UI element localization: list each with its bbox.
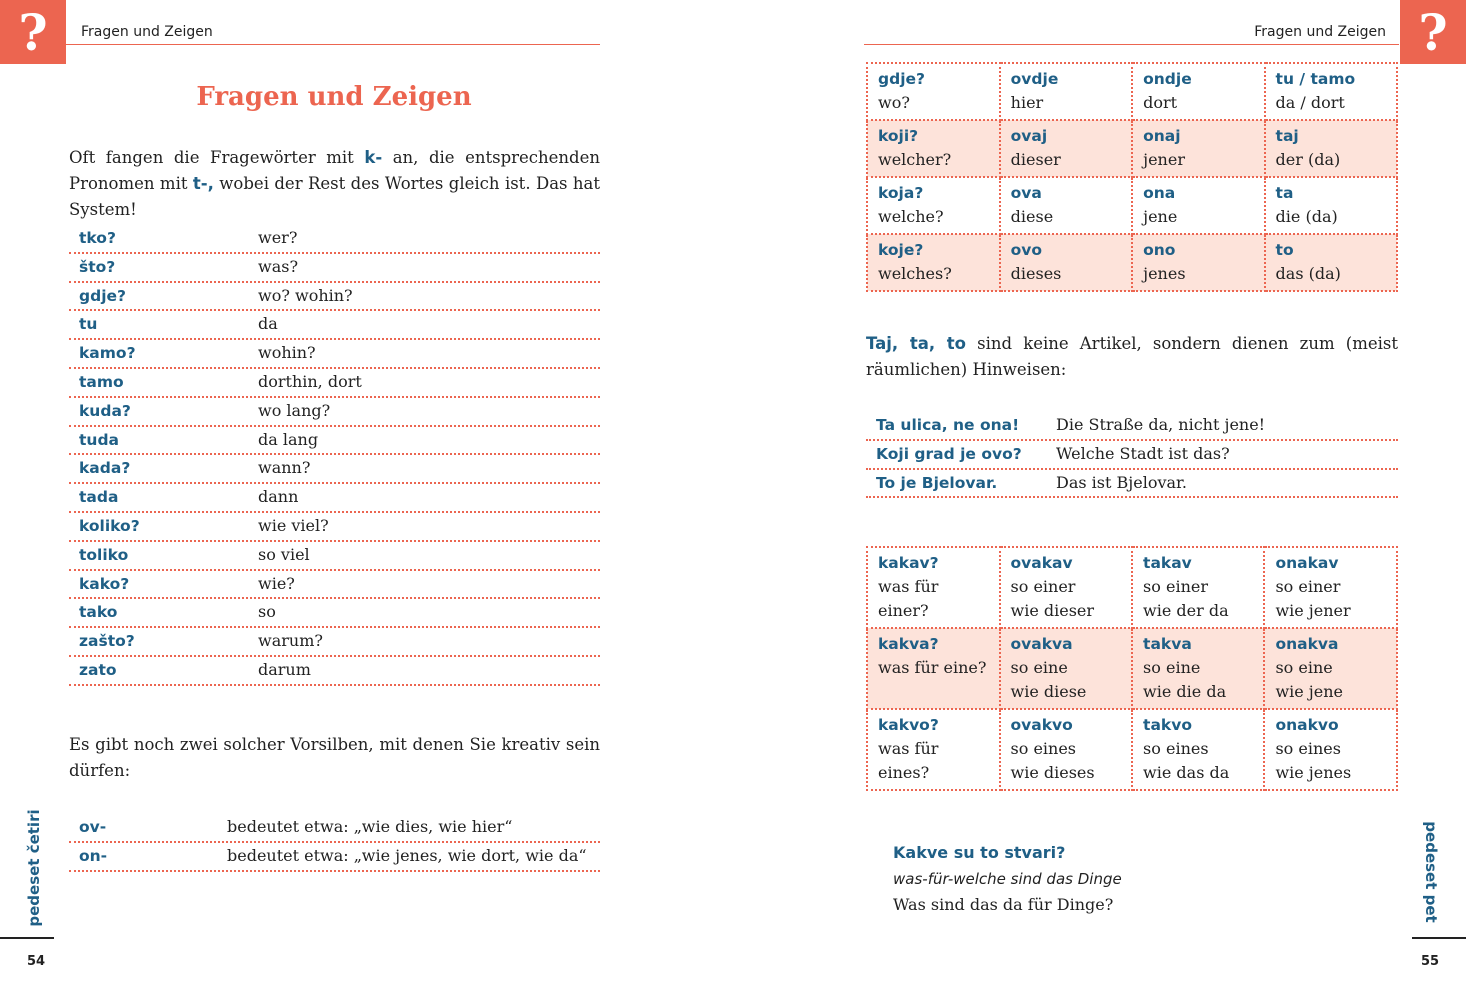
list-item [69, 571, 600, 600]
list-item [69, 843, 600, 872]
example-list [866, 412, 1398, 498]
german-translation-line-2: wie jenes [1275, 763, 1352, 782]
croatian-term: gdje? [79, 286, 127, 305]
table-row [867, 234, 1397, 291]
german-translation: wer? [258, 228, 298, 247]
german-translation: bedeutet etwa: „wie dies, wie hier“ [227, 817, 513, 836]
prefix-paragraph: Es gibt noch zwei solcher Vorsilben, mit denen Sie kreativ sein dürfen: [69, 735, 600, 780]
german-translation: bedeutet etwa: „wie jenes, wie dort, wie da“ [227, 845, 587, 865]
croatian-term: ovakva [1010, 635, 1073, 653]
croatian-term: ona [1143, 184, 1176, 202]
german-translation-line-2: wie dieses [1010, 763, 1095, 782]
table-cell [1132, 547, 1264, 628]
german-translation: wie? [258, 573, 295, 593]
croatian-term: To je Bjelovar. [876, 473, 998, 492]
table-cell [1132, 628, 1264, 709]
german-translation: warum? [258, 631, 323, 651]
croatian-term: kako? [79, 574, 130, 593]
german-translation: dieser [1010, 150, 1061, 169]
croatian-term: Ta ulica, ne ona! [876, 416, 1020, 434]
german-translation: Das ist Bjelovar. [1056, 472, 1187, 492]
german-translation: wie viel? [258, 515, 329, 535]
croatian-term: zato [79, 660, 117, 679]
german-translation: was? [258, 256, 299, 276]
table-cell [1265, 120, 1397, 177]
german-translation-line-2: wie das da [1143, 763, 1230, 782]
german-translation: dann [258, 487, 299, 507]
german-translation-line-1: was für [878, 577, 939, 596]
question-word-list [69, 225, 600, 686]
table-row [867, 628, 1397, 709]
table-cell [1132, 234, 1264, 291]
croatian-term: gdje? [878, 70, 926, 88]
croatian-term: onakva [1275, 635, 1339, 653]
german-translation-line-1: so eines [1143, 739, 1209, 758]
table-cell [1000, 628, 1133, 709]
german-translation: da / dort [1275, 93, 1345, 112]
page-number-left: 54 [27, 954, 46, 969]
german-translation-line-2: eines? [878, 763, 930, 782]
list-item [69, 484, 600, 513]
croatian-term: ovdje [1010, 70, 1059, 88]
croatian-term: tko? [79, 229, 116, 247]
german-translation: diese [1010, 207, 1054, 226]
table-cell [867, 177, 1000, 234]
croatian-term: koliko? [79, 516, 140, 535]
german-translation: da lang [258, 429, 319, 449]
croatian-term: tada [79, 488, 119, 507]
table-cell [867, 547, 1000, 628]
german-translation: so [258, 602, 276, 622]
table-cell [1264, 709, 1397, 790]
croatian-term: kakva? [878, 635, 939, 653]
german-translation: Welche Stadt ist das? [1056, 443, 1230, 463]
table-cell [1132, 177, 1264, 234]
croatian-term: toliko [79, 545, 129, 564]
german-translation: da [258, 314, 278, 334]
list-item [69, 225, 600, 254]
croatian-term: tuda [79, 430, 119, 449]
german-translation: dorthin, dort [258, 371, 362, 391]
table-row [867, 120, 1397, 177]
croatian-term: kakav? [878, 554, 939, 572]
german-translation-line-1: so eines [1010, 739, 1077, 758]
german-translation-line-1: so eine [1010, 658, 1068, 677]
table-cell [1000, 120, 1132, 177]
german-translation-line-2: einer? [878, 601, 929, 620]
german-translation: der (da) [1275, 150, 1341, 169]
croatian-term: ondje [1143, 70, 1192, 88]
croatian-term: on- [79, 846, 108, 865]
croatian-term: takvo [1143, 716, 1192, 734]
german-translation: jener [1143, 150, 1185, 169]
prefix-list [69, 814, 600, 872]
list-item [69, 311, 600, 340]
german-translation: jene [1143, 207, 1178, 226]
croatian-term: Koji grad je ovo? [876, 444, 1022, 463]
croatian-term: ono [1143, 241, 1176, 259]
croatian-term: tamo [79, 372, 124, 391]
german-translation: hier [1010, 93, 1044, 112]
footer-rule-right [1412, 937, 1466, 939]
question-mark-icon: ? [0, 0, 66, 64]
croatian-term: onakav [1275, 554, 1339, 572]
kakav-table [866, 546, 1398, 791]
hint-keywords: Taj, ta, to [866, 334, 966, 353]
table-cell [1264, 547, 1397, 628]
list-item [69, 369, 600, 398]
list-item [69, 427, 600, 456]
list-item [866, 412, 1398, 441]
table-cell [1265, 234, 1397, 291]
german-translation-line-1: was für [878, 739, 939, 758]
german-translation: welches? [878, 264, 952, 283]
german-translation: dort [1143, 93, 1178, 112]
german-translation-line-1: was für eine? [878, 658, 987, 677]
list-item [866, 470, 1398, 499]
german-translation-line-2: wie jene [1275, 682, 1344, 701]
croatian-term: ovo [1010, 241, 1043, 259]
list-item [69, 283, 600, 312]
header-rule-right [864, 44, 1399, 45]
list-item [69, 599, 600, 628]
table-cell [867, 709, 1000, 790]
croatian-term: tu [79, 315, 98, 334]
table-row [867, 709, 1397, 790]
footer-rule-left [0, 937, 54, 939]
croatian-term: takva [1143, 635, 1192, 653]
table-cell [1132, 709, 1264, 790]
croatian-term: onaj [1143, 127, 1181, 145]
question-mark-icon: ? [1400, 0, 1466, 64]
german-translation: wo lang? [258, 400, 331, 420]
german-translation: wo? [878, 93, 910, 112]
table-cell [1132, 120, 1264, 177]
intro-keyword-t: t-, [192, 174, 214, 193]
croatian-term: tu / tamo [1275, 70, 1356, 88]
croatian-term: takav [1143, 554, 1192, 572]
list-item [69, 542, 600, 571]
list-item [69, 513, 600, 542]
german-translation: wo? wohin? [258, 285, 353, 305]
german-translation-line-1: so einer [1275, 577, 1341, 596]
croatian-term: koji? [878, 127, 919, 145]
intro-paragraph [69, 145, 600, 223]
page-sidebar-left: pedeset četiri [25, 809, 43, 927]
header-rule-left [66, 44, 600, 45]
table-cell [1265, 177, 1397, 234]
croatian-term: ta [1275, 184, 1294, 202]
example-literal: was-für-welche sind das Dinge [893, 870, 1122, 888]
croatian-term: ovakav [1010, 554, 1073, 572]
croatian-term: koja? [878, 184, 924, 202]
running-head-right: Fragen und Zeigen [1254, 24, 1386, 40]
example-croatian: Kakve su to stvari? [893, 843, 1066, 862]
table-cell [1000, 234, 1132, 291]
table-cell [1264, 628, 1397, 709]
table-cell [867, 234, 1000, 291]
intro-text-3: wobei der Rest des Wortes gleich ist. Das hat System! [69, 174, 600, 219]
table-row [867, 177, 1397, 234]
table-row [867, 63, 1397, 120]
croatian-term: ovakvo [1010, 716, 1073, 734]
list-item [69, 455, 600, 484]
german-translation-line-1: so eines [1275, 739, 1341, 758]
intro-text-2: an, die entsprechenden Pronomen mit [69, 148, 600, 193]
german-translation: jenes [1143, 264, 1186, 283]
croatian-term: zašto? [79, 632, 135, 651]
table-cell [867, 120, 1000, 177]
demonstrative-table [866, 62, 1398, 292]
german-translation: wohin? [258, 343, 316, 363]
german-translation-line-2: wie die da [1143, 682, 1227, 701]
german-translation: wann? [258, 458, 311, 478]
german-translation: welcher? [878, 150, 952, 169]
croatian-term: ovaj [1010, 127, 1048, 145]
german-translation: das (da) [1275, 264, 1341, 283]
german-translation: dieses [1010, 264, 1062, 283]
german-translation: die (da) [1275, 207, 1338, 226]
list-item [69, 254, 600, 283]
croatian-term: kamo? [79, 344, 136, 363]
croatian-term: kada? [79, 459, 131, 478]
croatian-term: što? [79, 257, 116, 276]
example-sentence [893, 840, 1122, 918]
german-translation-line-1: so einer [1010, 577, 1076, 596]
croatian-term: kakvo? [878, 716, 939, 734]
croatian-term: taj [1275, 127, 1299, 145]
german-translation-line-2: wie diese [1010, 682, 1087, 701]
german-translation-line-1: so eine [1275, 658, 1333, 677]
table-cell [867, 628, 1000, 709]
list-item [866, 441, 1398, 470]
intro-keyword-k: k- [364, 148, 383, 167]
german-translation: Die Straße da, nicht jene! [1056, 415, 1266, 434]
table-cell [1000, 63, 1132, 120]
hint-paragraph [866, 331, 1398, 383]
page-sidebar-right: pedeset pet [1422, 821, 1440, 923]
intro-text-1: Oft fangen die Fragewörter mit [69, 148, 365, 167]
table-cell [1000, 547, 1133, 628]
table-cell [1132, 63, 1264, 120]
table-cell [1265, 63, 1397, 120]
page-title: Fragen und Zeigen [196, 82, 472, 112]
hint-text: sind keine Artikel, sondern dienen zum (meist räumlichen) Hinweisen: [866, 334, 1398, 379]
list-item [69, 398, 600, 427]
croatian-term: tako [79, 603, 118, 622]
list-item [69, 657, 600, 686]
list-item [69, 340, 600, 369]
german-translation-line-1: so einer [1143, 577, 1208, 596]
german-translation-line-2: wie jener [1275, 601, 1351, 620]
table-cell [867, 63, 1000, 120]
german-translation: so viel [258, 544, 310, 564]
croatian-term: ova [1010, 184, 1042, 202]
german-translation-line-2: wie der da [1143, 601, 1229, 620]
croatian-term: koje? [878, 241, 924, 259]
croatian-term: to [1275, 241, 1294, 259]
table-cell [1000, 709, 1133, 790]
croatian-term: kuda? [79, 401, 131, 420]
example-german: Was sind das da für Dinge? [893, 895, 1114, 914]
croatian-term: onakvo [1275, 716, 1339, 734]
german-translation-line-2 [878, 680, 989, 704]
running-head-left: Fragen und Zeigen [81, 24, 213, 40]
page-number-right: 55 [1421, 954, 1440, 969]
german-translation: darum [258, 659, 311, 679]
table-cell [1000, 177, 1132, 234]
table-row [867, 547, 1397, 628]
list-item [69, 628, 600, 657]
german-translation-line-2: wie dieser [1010, 601, 1095, 620]
german-translation-line-1: so eine [1143, 658, 1201, 677]
croatian-term: ov- [79, 818, 107, 836]
german-translation: welche? [878, 207, 944, 226]
list-item [69, 814, 600, 843]
